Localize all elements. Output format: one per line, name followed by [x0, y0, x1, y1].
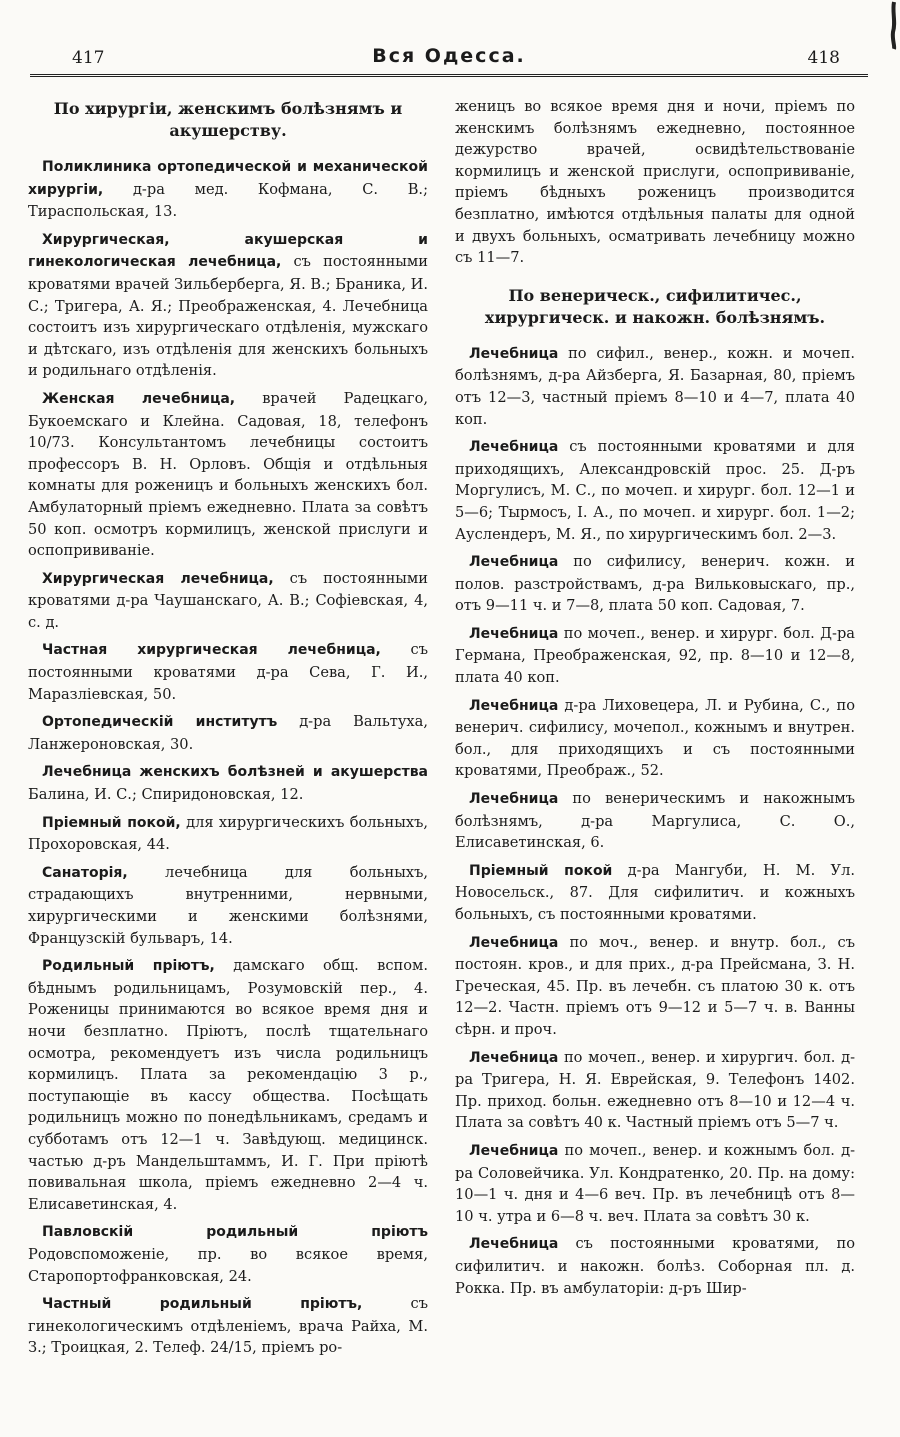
directory-entry [455, 695, 855, 782]
directory-entry [28, 862, 428, 949]
entry-details: по сифилису, венерич. кожн. и полов. разстройствамъ, д-ра Вильковыскаго, пр., отъ 9—11 ч. и 7—8, плата 50 коп. Садовая, 7. [455, 553, 855, 615]
entry-details: лечебница для больныхъ, страдающихъ внутренними, нервными, хирургическими и женскими болѣзнями, Французскій бульваръ, 14. [28, 863, 428, 947]
directory-entry [455, 860, 855, 926]
directory-entry [28, 156, 428, 223]
directory-entry [28, 761, 428, 805]
page-header [28, 42, 870, 72]
section-heading: По венерическ., сифилитичес., хирургическ. и накожн. болѣзнямъ. [484, 285, 826, 327]
entry-name: Лечебница [469, 1049, 559, 1066]
directory-entry [455, 623, 855, 689]
entry-details: съ постоянными кроватями и для приходящихъ, Александровскій прос. 25. Д-ръ Моргулисъ, М. С., по мочеп. и хирург. бол. 12—1 и 5—6; Тырмосъ, І. А., по мочеп. и хирург. бол. 1—2; Ауслендеръ, М. Я., по хирургическимъ бол. 2—3. [455, 438, 855, 543]
directory-entry [455, 1140, 855, 1227]
entry-list [455, 343, 855, 1299]
entry-details: съ постоянными кроватями врачей Зильберберга, Я. В.; Браника, И. С.; Тригера, А. Я.; Преображенская, 4. Лечебница состоитъ изъ хирургическаго отдѣленія, мужскаго и дѣтскаго, изъ отдѣленія для женскихъ больныхъ и родильнаго отдѣленія. [28, 253, 428, 380]
entry-name: Лечебница [469, 625, 559, 642]
directory-entry [28, 1221, 428, 1287]
entry-name: Лечебница [469, 554, 559, 571]
entry-details: съ постоянными кроватями д-ра Чаушанскаго, А. В.; Софіевская, 4, с. д. [28, 569, 428, 631]
directory-entry [455, 436, 855, 545]
directory-entry [455, 932, 855, 1041]
entry-details: съ постоянными кроватями д-ра Сева, Г. И., Маразліевская, 50. [28, 641, 428, 703]
left-column [28, 96, 428, 1365]
entry-name: Родильный пріютъ, [42, 958, 215, 975]
section-heading: По хирургіи, женскимъ болѣзнямъ и акушерству. [53, 99, 403, 140]
entry-details: по моч., венер. и внутр. бол., съ постоян. кров., и для прих., д-ра Прейсмана, З. Н. Греческая, 45. Пр. въ лечебн. съ платою 30 к. отъ 12—2. Частн. пріемъ отъ 9—12 и 5—7 ч. в. Ванны сѣрн. и проч. [455, 933, 855, 1038]
entry-details: дамскаго общ. вспом. бѣднымъ родильницамъ, Розумовскій пер., 4. Роженицы принимаются во всякое время дня и ночи безплатно. Пріютъ, послѣ тщательнаго осмотра, рекомендуетъ изъ числа родильницъ кормилицъ. Плата за рекомендацію 3 р., поступающіе въ кассу общества. Посѣщать родильницъ можно по понедѣльникамъ, средамъ и субботамъ отъ 12—1 ч. Завѣдующ. медицинск. частью д-ръ Мандельштаммъ, И. Г. При пріютѣ повивальная школа, пріемъ ежедневно 2—4 ч. Елисаветинская, 4. [28, 957, 428, 1213]
directory-entry [28, 711, 428, 755]
entry-details: для хирургическихъ больныхъ, Прохоровская, 44. [28, 813, 428, 854]
directory-entry [28, 639, 428, 705]
header-rule [30, 74, 868, 79]
page-number-left: 417 [72, 48, 105, 68]
entry-name: Пріемный покой, [42, 814, 181, 831]
entry-name: Ортопедическій институтъ [42, 714, 278, 731]
entry-name: Пріемный покой [469, 862, 613, 879]
entry-details: д-ра Лиховецера, Л. и Рубина, С., по венерич. сифилису, мочепол., кожнымъ и внутрен. бол., для приходящихъ и съ постоянными кроватями, Преображ., 52. [455, 696, 855, 780]
entry-details: по мочеп., венер. и хирургич. бол. д-ра Тригера, Н. Я. Еврейская, 9. Телефонъ 1402. Пр. приход. больн. ежедневно отъ 8—10 и 12—4 ч. Плата за совѣтъ 40 к. Частный пріемъ отъ 5—7 ч. [455, 1048, 855, 1132]
entry-details: врачей Радецкаго, Букоемскаго и Клейна. Садовая, 18, телефонъ 10/73. Консультантомъ лечебницы состоитъ профессоръ В. Н. Орловъ. Общія и отдѣльныя комнаты для роженицъ и больныхъ женскихъ бол. Амбулаторный пріемъ ежедневно. Плата за совѣтъ 50 коп. осмотръ кормилицъ, женской прислуги и оспопрививаніе. [28, 389, 428, 560]
entry-details: д-ра мед. Кофмана, С. В.; Тираспольская, 13. [28, 180, 428, 221]
entry-details: д-ра Мангуби, Н. М. Ул. Новосельск., 87. Для сифилитич. и кожныхъ больныхъ, съ постоянными кроватями. [455, 861, 855, 923]
entry-details: съ постоянными кроватями, по сифилитич. и накожн. болѣз. Соборная пл. д. Рокка. Пр. въ амбулаторіи: д-ръ Шир- [455, 1235, 855, 1297]
right-column [455, 96, 855, 1305]
directory-entry [455, 1233, 855, 1299]
entry-name: Частная хирургическая лечебница, [42, 642, 381, 659]
entry-name: Лечебница [469, 439, 559, 456]
directory-entry [455, 343, 855, 430]
entry-details: по мочеп., венер. и хирург. бол. Д-ра Германа, Преображенская, 92, пр. 8—10 и 12—8, плата 40 коп. [455, 624, 855, 687]
entry-name: Лечебница [469, 1236, 559, 1253]
entry-name: Хирургическая лечебница, [42, 570, 274, 587]
entry-name: Лечебница [469, 345, 559, 362]
entry-name: Хирургическая, акушерская и гинекологическая лечебница, [28, 231, 428, 271]
entry-list [28, 156, 428, 1359]
entry-details: д-ра Вальтуха, Ланжероновская, 30. [28, 713, 428, 753]
entry-name: Лечебница [469, 934, 559, 951]
entry-name: Женская лечебница, [42, 390, 236, 407]
directory-entry [28, 1293, 428, 1359]
entry-details: по сифил., венер., кожн. и мочеп. болѣзнямъ, д-ра Айзберга, Я. Базарная, 80, пріемъ отъ 12—3, частный пріемъ 8—10 и 4—7, плата 40 коп. [455, 344, 855, 428]
page-edge-mark [888, 0, 900, 50]
entry-name: Санаторія, [42, 864, 128, 881]
running-title: Вся Одесса. [372, 45, 526, 67]
directory-entry [28, 812, 428, 856]
directory-entry [28, 229, 428, 382]
entry-details: по мочеп., венер. и кожнымъ бол. д-ра Соловейчика. Ул. Кондратенко, 20. Пр. на дому: 10—1 ч. дня и 4—6 веч. Пр. въ лечебницѣ отъ 8—10 ч. утра и 6—8 ч. веч. Плата за совѣтъ 30 к. [455, 1141, 855, 1225]
entry-name: Частный родильный пріютъ, [42, 1296, 363, 1313]
entry-name: Лечебница [469, 1142, 559, 1159]
directory-entry [455, 1047, 855, 1134]
entry-name: Поликлиника ортопедической и механической хирургіи, [28, 159, 428, 198]
entry-name: Лечебница женскихъ болѣзней и акушерства [42, 764, 428, 781]
entry-details: Родовспоможеніе, пр. во всякое время, Старопортофранковская, 24. [28, 1245, 428, 1285]
directory-entry [455, 788, 855, 854]
entry-name: Лечебница [469, 697, 559, 714]
directory-entry [28, 568, 428, 634]
directory-entry [28, 388, 428, 562]
entry-name: Лечебница [469, 791, 559, 808]
continued-text: женицъ во всякое время дня и ночи, пріемъ по женскимъ болѣзнямъ ежедневно, постоянное дежурство врачей, освидѣтельствованіе кормилицъ и женской прислуги, оспопрививаніе, пріемъ бѣдныхъ роженицъ производится безплатно, имѣются отдѣльныя палаты для одной и двухъ больныхъ, осматривать лечебницу можно съ 11—7. [455, 98, 855, 267]
entry-details: Балина, И. С.; Спиридоновская, 12. [28, 786, 304, 804]
entry-name: Павловскій родильный пріютъ [42, 1224, 428, 1241]
entry-details: съ гинекологическимъ отдѣленіемъ, врача Райха, М. З.; Троицкая, 2. Телеф. 24/15, пріемъ ро- [28, 1295, 428, 1357]
directory-entry [28, 955, 428, 1215]
entry-details: по венерическимъ и накожнымъ болѣзнямъ, д-ра Маргулиса, С. О., Елисаветинская, 6. [455, 790, 855, 852]
directory-entry [455, 551, 855, 617]
page-number-right: 418 [807, 48, 840, 68]
